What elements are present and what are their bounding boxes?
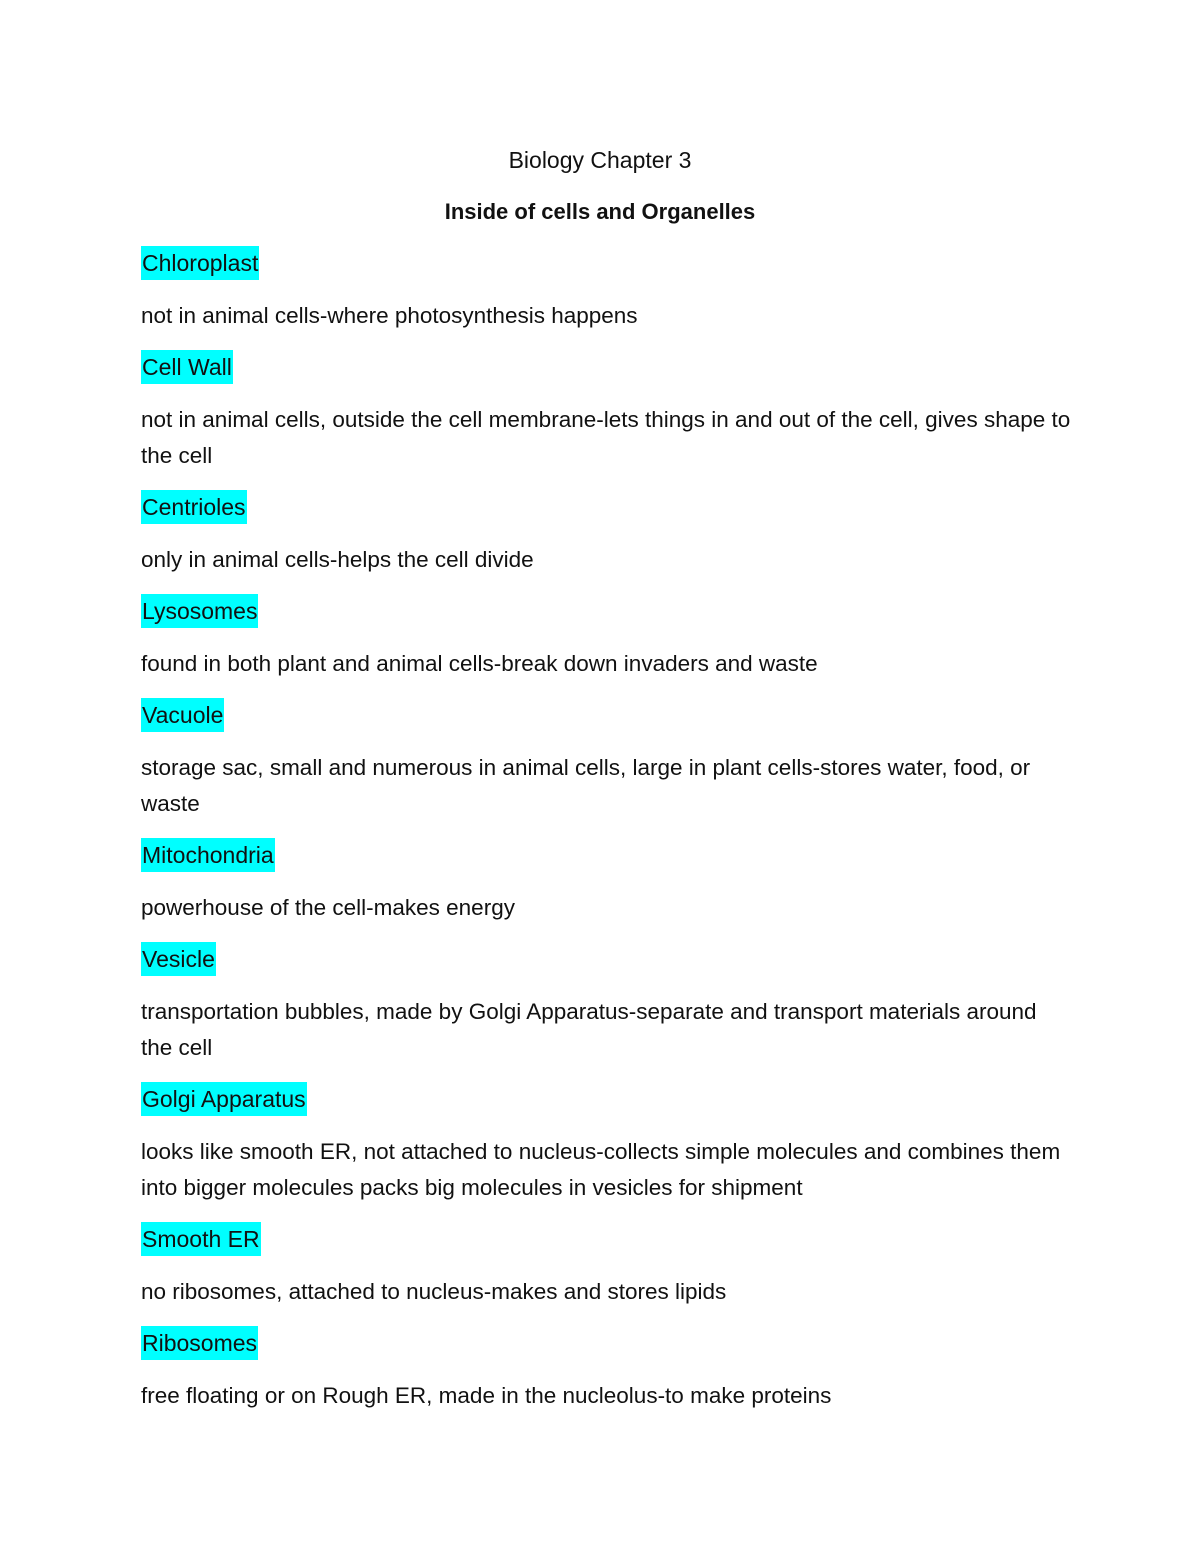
organelle-term: Mitochondria (141, 838, 275, 872)
organelle-definition: looks like smooth ER, not attached to nucleus-collects simple molecules and combines them into bigger molecules packs big molecules in vesicles for shipment (141, 1139, 1061, 1200)
organelle-entry-cell-wall (141, 350, 1071, 474)
document-subtitle: Inside of cells and Organelles (444, 199, 756, 224)
organelle-term: Centrioles (141, 490, 247, 524)
organelle-definition: powerhouse of the cell-makes energy (141, 895, 515, 920)
organelle-entry-ribosomes (141, 1326, 1071, 1414)
organelle-entry-golgi-apparatus (141, 1082, 1071, 1206)
organelle-term: Vacuole (141, 698, 224, 732)
organelle-entry-mitochondria (141, 838, 1071, 926)
organelle-term: Golgi Apparatus (141, 1082, 307, 1116)
organelle-entry-vesicle (141, 942, 1071, 1066)
organelle-term: Cell Wall (141, 350, 233, 384)
organelle-entry-smooth-er (141, 1222, 1071, 1310)
organelle-definition: no ribosomes, attached to nucleus-makes and stores lipids (141, 1279, 727, 1304)
organelle-term: Vesicle (141, 942, 216, 976)
organelle-entry-chloroplast (141, 246, 1071, 334)
organelle-entry-vacuole (141, 698, 1071, 822)
organelle-definition: found in both plant and animal cells-break down invaders and waste (141, 651, 818, 676)
organelle-entry-centrioles (141, 490, 1071, 578)
organelle-definition: not in animal cells-where photosynthesis happens (141, 303, 638, 328)
organelle-term: Smooth ER (141, 1222, 261, 1256)
organelle-entry-lysosomes (141, 594, 1071, 682)
organelle-definition: only in animal cells-helps the cell divide (141, 547, 534, 572)
organelle-list (141, 246, 1071, 1430)
organelle-definition: transportation bubbles, made by Golgi Apparatus-separate and transport materials around the cell (141, 999, 1037, 1060)
organelle-definition: not in animal cells, outside the cell membrane-lets things in and out of the cell, gives shape to the cell (141, 407, 1071, 468)
organelle-definition: free floating or on Rough ER, made in the nucleolus-to make proteins (141, 1383, 832, 1408)
document-title: Biology Chapter 3 (508, 147, 692, 173)
organelle-term: Chloroplast (141, 246, 259, 280)
organelle-term: Ribosomes (141, 1326, 258, 1360)
organelle-term: Lysosomes (141, 594, 258, 628)
organelle-definition: storage sac, small and numerous in animal cells, large in plant cells-stores water, food, or waste (141, 755, 1031, 816)
